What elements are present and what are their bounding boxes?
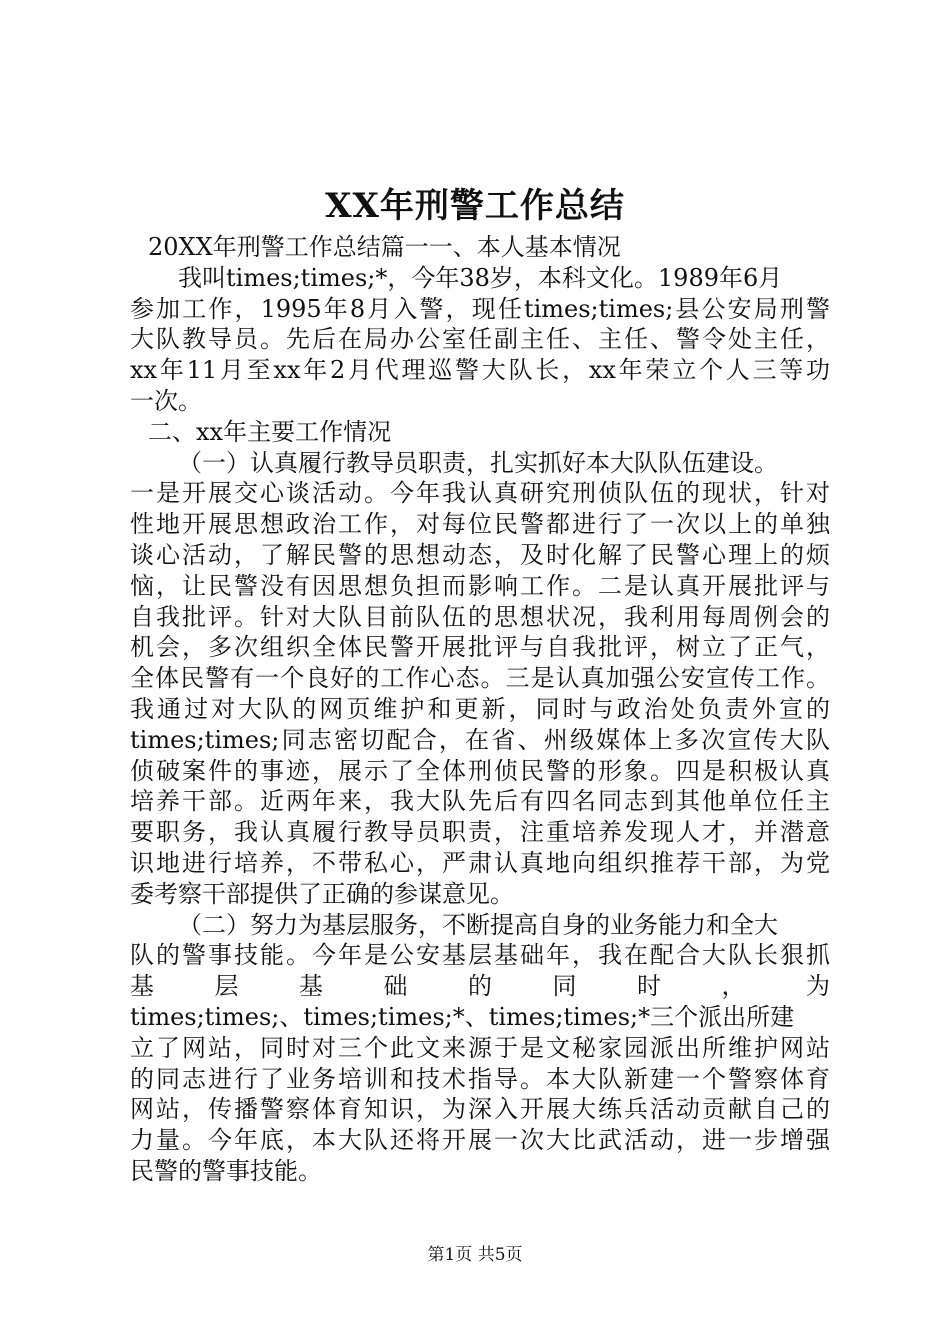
body-line: 侦破案件的事迹，展示了全体刑侦民警的形象。四是积极认真 [130,756,830,785]
document-body [130,232,830,1187]
body-line: （二）努力为基层服务，不断提高自身的业务能力和全大 [178,910,778,939]
body-line: 的同志进行了业务培训和技术指导。本大队新建一个警察体育 [130,1064,830,1093]
body-line: 20XX年刑警工作总结篇一一、本人基本情况 [148,233,621,261]
body-line: 大队教导员。先后在局办公室任副主任、主任、警令处主任， [130,325,830,354]
body-line: 一次。 [130,386,202,415]
body-line: 网站，传播警察体育知识，为深入开展大练兵活动贡献自己的 [130,1095,830,1124]
body-line: 全体民警有一个良好的工作心态。三是认真加强公安宣传工作。 [130,664,830,693]
body-line: 民警的警事技能。 [130,1156,322,1185]
body-line: 一是开展交心谈活动。今年我认真研究刑侦队伍的现状，针对 [130,479,830,508]
body-line: 要职务，我认真履行教导员职责，注重培养发现人才，并潜意 [130,818,830,847]
body-line: 我通过对大队的网页维护和更新，同时与政治处负责外宣的 [130,694,830,723]
body-line: 性地开展思想政治工作，对每位民警都进行了一次以上的单独 [130,510,830,539]
body-line: xx年11月至xx年2月代理巡警大队长，xx年荣立个人三等功 [130,356,830,385]
body-line: 力量。今年底，本大队还将开展一次大比武活动，进一步增强 [130,1126,830,1155]
page-footer: 第1页 共5页 [427,1245,523,1265]
body-line: 队的警事技能。今年是公安基层基础年，我在配合大队长狠抓 [130,941,830,970]
body-line: 基 层 基 础 的 同 时 ， 为 [130,972,830,1001]
body-line: 立了网站，同时对三个此文来源于是文秘家园派出所维护网站 [130,1033,830,1062]
body-line: 自我批评。针对大队目前队伍的思想状况，我利用每周例会的 [130,602,830,631]
body-line: （一）认真履行教导员职责，扎实抓好本大队队伍建设。 [178,448,778,477]
body-line: 恼，让民警没有因思想负担而影响工作。二是认真开展批评与 [130,571,830,600]
body-line: times;times;、times;times;*、times;times;*三个派出所建 [130,1002,795,1031]
body-line: 参加工作，1995年8月入警，现任times;times;县公安局刑警 [130,294,830,323]
body-line: 培养干部。近两年来，我大队先后有四名同志到其他单位任主 [130,787,830,816]
body-line: 二、xx年主要工作情况 [148,417,392,446]
body-line: 识地进行培养，不带私心，严肃认真地向组织推荐干部，为党 [130,848,830,877]
body-line: 谈心活动，了解民警的思想动态，及时化解了民警心理上的烦 [130,540,830,569]
body-line: 委考察干部提供了正确的参谋意见。 [130,879,514,908]
body-line: 我叫times;times;*，今年38岁，本科文化。1989年6月 [178,263,783,292]
body-line: 机会，多次组织全体民警开展批评与自我批评，树立了正气， [130,633,830,662]
document-title: XX年刑警工作总结 [325,186,625,226]
body-line: times;times;同志密切配合，在省、州级媒体上多次宣传大队 [130,725,830,754]
